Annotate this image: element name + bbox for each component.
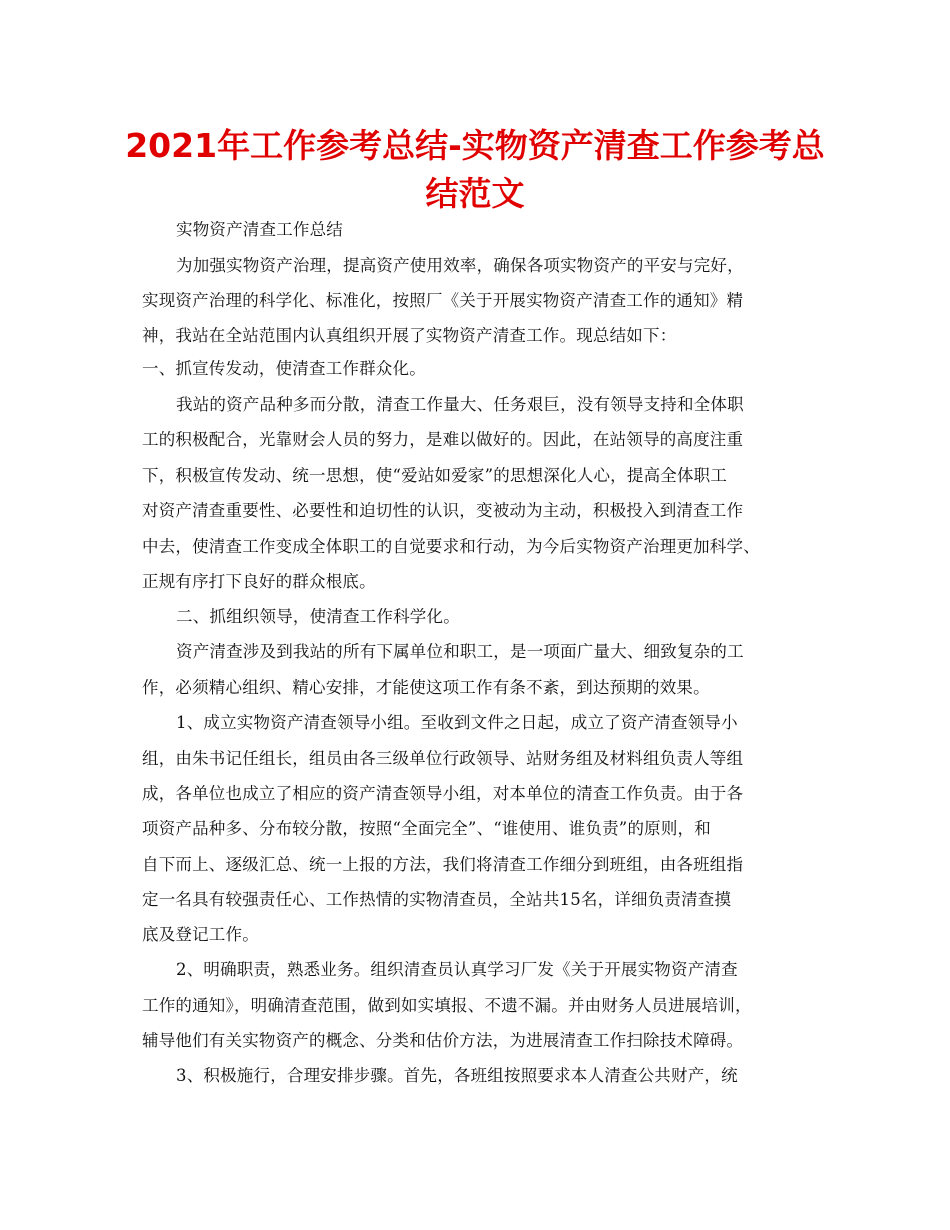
body-line: 组，由朱书记任组长，组员由各三级单位行政领导、站财务组及材料组负责人等组 — [142, 749, 744, 768]
body-line: 3、积极施行，合理安排步骤。首先，各班组按照要求本人清查公共财产，统 — [176, 1066, 738, 1085]
body-line: 资产清查涉及到我站的所有下属单位和职工，是一项面广量大、细致复杂的工 — [176, 642, 744, 661]
document-title-line-1: 2021年工作参考总结-实物资产清查工作参考总 — [125, 126, 825, 165]
body-line: 工作的通知》，明确清查范围，做到如实填报、不遗不漏。并由财务人员进展培训， — [142, 996, 752, 1015]
body-line: 底及登记工作。 — [142, 925, 259, 944]
body-line: 定一名具有较强责任心、工作热情的实物清查员，全站共15名，详细负责清查摸 — [142, 890, 732, 909]
body-line: 成，各单位也成立了相应的资产清查领导小组，对本单位的清查工作负责。由于各 — [142, 784, 744, 803]
body-line: 工的积极配合，光靠财会人员的努力，是难以做好的。因此，在站领导的高度注重 — [142, 430, 744, 449]
section-heading: 一、抓宣传发动，使清查工作群众化。 — [142, 359, 426, 378]
body-line: 作，必须精心组织、精心安排，才能使这项工作有条不紊，到达预期的效果。 — [142, 678, 710, 697]
body-line: 1、成立实物资产清查领导小组。至收到文件之日起，成立了资产清查领导小 — [176, 713, 738, 732]
body-line: 对资产清查重要性、必要性和迫切性的认识，变被动为主动，积极投入到清查工作 — [142, 501, 744, 520]
body-line: 神，我站在全站范围内认真组织开展了实物资产清查工作。现总结如下： — [142, 326, 677, 345]
document-title-line-2: 结范文 — [425, 174, 525, 213]
section-heading: 二、抓组织领导，使清查工作科学化。 — [176, 607, 460, 626]
body-line: 中去，使清查工作变成全体职工的自觉要求和行动，为今后实物资产治理更加科学、 — [142, 537, 760, 556]
body-line: 实现资产治理的科学化、标准化，按照厂《关于开展实物资产清查工作的通知》精 — [142, 291, 744, 310]
body-line: 下，积极宣传发动、统一思想，使“爱站如爱家”的思想深化人心，提高全体职工 — [142, 466, 728, 485]
body-line: 2、明确职责，熟悉业务。组织清查员认真学习厂发《关于开展实物资产清查 — [176, 960, 738, 979]
body-line: 正规有序打下良好的群众根底。 — [142, 572, 376, 591]
body-line: 项资产品种多、分布较分散，按照“全面完全”、“谁使用、谁负责”的原则，和 — [142, 819, 711, 838]
body-line: 自下而上、逐级汇总、统一上报的方法，我们将清查工作细分到班组，由各班组指 — [142, 855, 744, 874]
body-line: 辅导他们有关实物资产的概念、分类和估价方法，为进展清查工作扫除技术障碍。 — [142, 1031, 744, 1050]
body-line: 为加强实物资产治理，提高资产使用效率，确保各项实物资产的平安与完好， — [176, 256, 744, 275]
body-line: 我站的资产品种多而分散，清查工作量大、任务艰巨，没有领导支持和全体职 — [176, 395, 744, 414]
subtitle: 实物资产清查工作总结 — [176, 220, 343, 239]
